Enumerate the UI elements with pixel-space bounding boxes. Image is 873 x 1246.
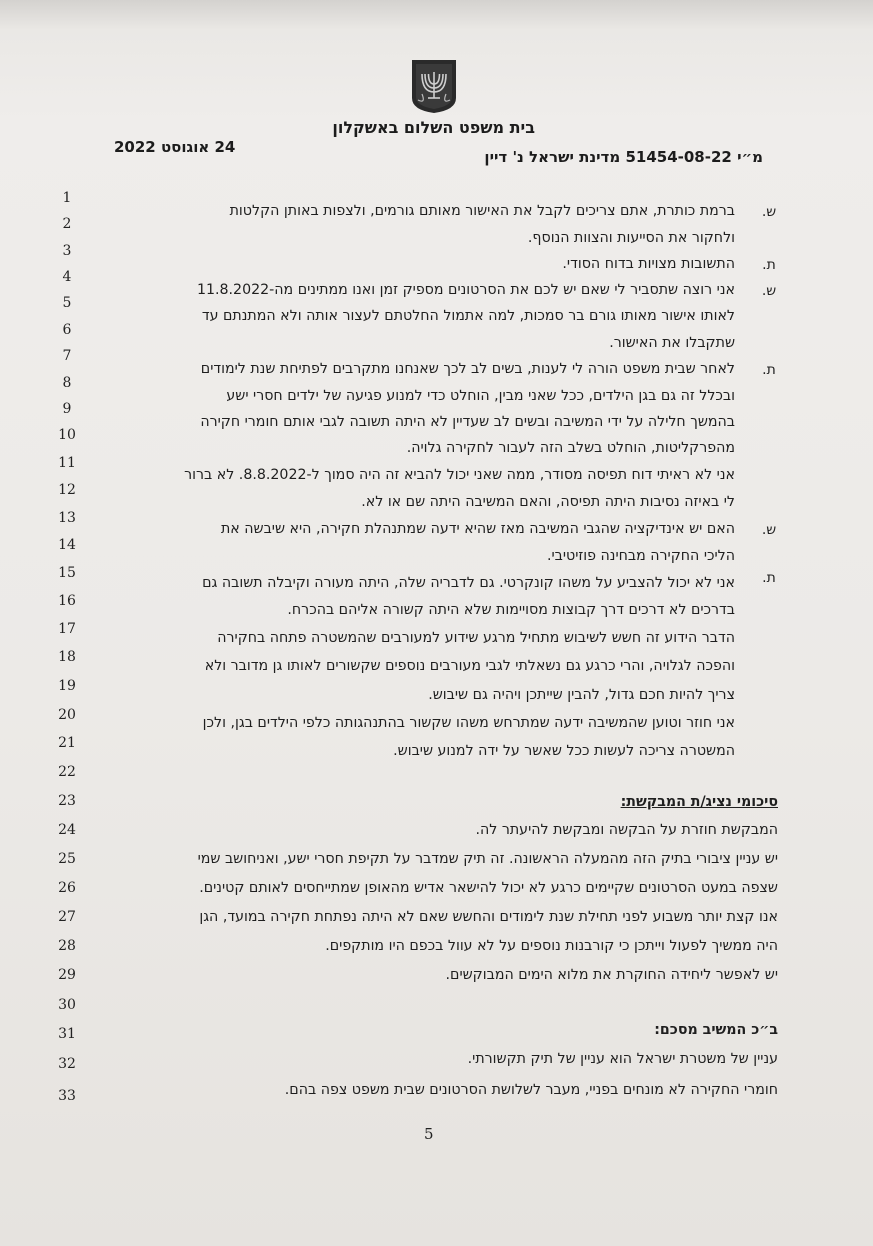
line-number: 23 — [58, 793, 76, 809]
line-number: 6 — [62, 322, 72, 338]
transcript-line: ובכלל זה גם בגן הילדים, ככל שאני מבין, הוחלט כדי למנוע פגיעה של ילדים חסרי ישע — [226, 388, 735, 404]
line-number: 22 — [58, 764, 76, 780]
transcript-line: יש לאפשר ליחידה החוקרת את מלוא הימים המבוקשים. — [445, 967, 778, 983]
hearing-date: 24 אוגוסט 2022 — [114, 138, 236, 156]
transcript-line: ולחקור את הסייעות והצוות הנוסף. — [527, 230, 735, 246]
line-number: 20 — [58, 707, 76, 723]
line-number: 12 — [58, 482, 76, 498]
line-number: 8 — [62, 375, 72, 391]
line-number: 4 — [62, 269, 72, 285]
line-number: 30 — [58, 997, 76, 1013]
line-number: 21 — [58, 735, 76, 751]
transcript-line: הליכי החקירה מבחינה פוזיטיבי. — [546, 548, 735, 564]
transcript-line: בהמשך חלילה על ידי המשיבה ובשים לב שעדיין לא היתה תשובה לגבי אותם חומרי חקירה — [200, 414, 735, 430]
transcript-line: יש עניין ציבורי בתיק הזה מהמעלה הראשונה. זה תיק שמדבר על תקיפת חסרי ישע, ואניחושב שמי — [197, 851, 778, 867]
state-emblem-icon — [408, 58, 460, 114]
transcript-line: עניין של משטרת ישראל הוא עניין של תיק תקשורתי. — [467, 1051, 778, 1067]
court-name: בית משפט השלום באשקלון — [332, 118, 535, 137]
line-number: 11 — [58, 455, 76, 471]
transcript-line: שתקבלו את האישור. — [609, 335, 735, 351]
line-number: 14 — [58, 537, 76, 553]
page-number: 5 — [424, 1125, 434, 1143]
line-number: 24 — [58, 822, 76, 838]
transcript-line: אני לא ראיתי דוח תפיסה מסודר, ממה שאני יכול להביא זה היה סמוך ל-8.8.2022. לא ברור — [184, 467, 735, 483]
line-number: 9 — [62, 401, 72, 417]
respondent-summary-heading: ב״כ המשיב מסכם: — [654, 1022, 778, 1038]
line-number: 3 — [62, 243, 72, 259]
plaintiff-summary-heading: סיכומי נציג/ת המבקשת: — [620, 794, 778, 810]
transcript-line: והפכה לגלויה, והרי כרגע גם נשאלתי לגבי מעורבים נוספים שקשורים לאותו גן מדובר ולא — [204, 658, 735, 674]
line-number: 5 — [62, 295, 72, 311]
transcript-line: אנו קצת יותר משבוע לפני תחילת שנת לימודים והחשש שאם לא היתה נפתחת חקירה במועד, הגן — [199, 909, 778, 925]
line-number: 28 — [58, 938, 76, 954]
speaker-answer: ת. — [762, 362, 776, 378]
transcript-line: האם יש אינדיקציה שהגבי המשיבה מאז שהיא ידעה שמתנהלת חקירה, היא שיבשה את — [220, 521, 735, 537]
line-number: 10 — [58, 427, 76, 443]
line-number: 29 — [58, 967, 76, 983]
line-number: 17 — [58, 621, 76, 637]
transcript-line: לאחר שבית משפט הורה לי לענות, בשים לב לכך שאנחנו מתקרבים לפתיחת שנת לימודים — [200, 361, 735, 377]
transcript-line: הדבר הידוע זה חשש לשיבוש מתחיל מרגע שידוע למעורבים שהמשטרה פתחה בחקירה — [217, 630, 735, 646]
line-number: 1 — [62, 190, 72, 206]
transcript-line: צריך להיות חכם גדול, להבין שייתכן ויהיה גם שיבוש. — [428, 687, 735, 703]
transcript-line: לי באיזה נסיבות היתה תפיסה, והאם המשיבה היתה שם או לא. — [361, 494, 735, 510]
line-number: 31 — [58, 1026, 76, 1042]
line-number: 16 — [58, 593, 76, 609]
line-number: 19 — [58, 678, 76, 694]
line-number: 26 — [58, 880, 76, 896]
transcript-line: לאותו אישור מאותו גורם בר סמכות, למה אתמול החלטתם לעצור אותה ולא המתנתם עד — [201, 308, 735, 324]
transcript-line: מהפרקליטות, הוחלט בשלב הזה לעבור לחקירה גלויה. — [406, 440, 735, 456]
line-number: 18 — [58, 649, 76, 665]
line-number: 25 — [58, 851, 76, 867]
transcript-line: המבקשת חוזרת על הבקשה ומבקשת להיעתר לה. — [475, 822, 778, 838]
line-number: 27 — [58, 909, 76, 925]
transcript-line: אני לא יכול להצביע על משהו קונקרטי. גם לדבריה שלה, היתה מעורה וקיבלה תשובה גם — [202, 575, 735, 591]
transcript-line: אני חוזר וטוען שהמשיבה ידעה שמתרחש משהו שקשור בהתנהגותה כלפי הילדים בגן, ולכן — [202, 715, 735, 731]
transcript-line: היה ממשיך לפעול וייתכן כי קורבנות נוספים על לא עוול בכפם היו מותקפים. — [325, 938, 778, 954]
transcript-line: חומרי החקירה לא מונחים בפניי, מעבר לשלושת הסרטונים שבית משפט צפה בהם. — [284, 1082, 778, 1098]
transcript-line: בדרכים לא דרכים דרך קבוצות מסויימות שלא היתה קשורה אליהם בהכרח. — [287, 602, 735, 618]
line-number: 32 — [58, 1056, 76, 1072]
line-number: 7 — [62, 348, 72, 364]
line-number: 13 — [58, 510, 76, 526]
speaker-answer: ת. — [762, 257, 776, 273]
line-number: 2 — [62, 216, 72, 232]
speaker-question: ש. — [761, 283, 777, 299]
line-number: 15 — [58, 565, 76, 581]
transcript-line: ברמת כותרת, אתם צריכים לקבל את האישור מאותם גורמים, ולצפות באותן הקלטות — [229, 203, 735, 219]
line-number: 33 — [58, 1088, 76, 1104]
transcript-line: אני רוצה שתסביר לי שאם יש לכם את הסרטונים מספיק זמן ואנו ממתינים מה-11.8.2022 — [196, 282, 735, 298]
transcript-line: התשובות מצויות בדוח הסודי. — [562, 256, 735, 272]
transcript-line: המשטרה צריכה לעשות ככל שאשר על ידה למנוע שיבוש. — [393, 743, 735, 759]
speaker-question: ש. — [761, 204, 777, 220]
case-title: מ״י 51454-08-22 מדינת ישראל נ' דיין — [484, 148, 763, 166]
speaker-answer: ת. — [762, 570, 776, 586]
speaker-question: ש. — [761, 522, 777, 538]
transcript-line: שצפה במעט הסרטונים שקיימים כרגע לא יכול להישאר אדיש מהאופן שמתייחסים לאותם קטינים. — [199, 880, 778, 896]
